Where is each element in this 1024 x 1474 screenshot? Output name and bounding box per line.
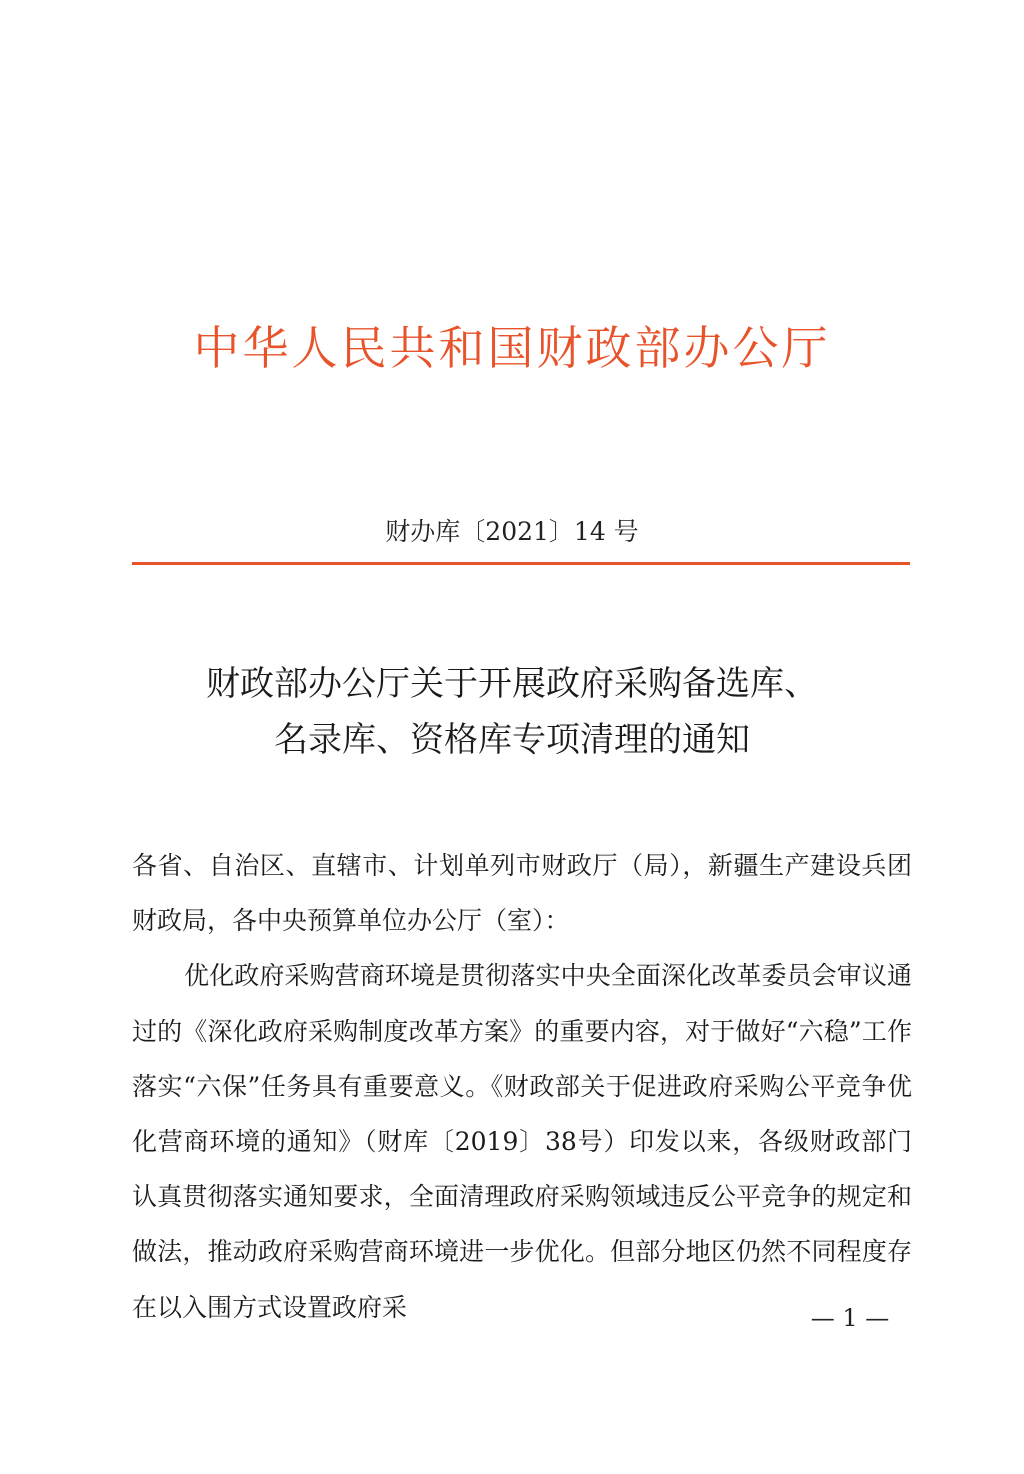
notice-title-line-2: 名录库、资格库专项清理的通知: [274, 720, 750, 760]
notice-title-line-1: 财政部办公厅关于开展政府采购备选库、: [206, 664, 818, 704]
red-separator-rule: [132, 562, 910, 565]
notice-title: [0, 656, 1024, 768]
document-number: 财办库〔2021〕14 号: [385, 517, 639, 546]
page-number: — 1 —: [810, 1304, 890, 1332]
body-paragraph-1: 优化政府采购营商环境是贯彻落实中央全面深化改革委员会审议通过的《深化政府采购制度改革方案》的重要内容，对于做好“六稳”工作落实“六保”任务具有重要意义。《财政部关于促进政府采购公平竞争优化营商环境的通知》（财库〔2019〕38号）印发以来，各级财政部门认真贯彻落实通知要求，全面清理政府采购领域违反公平竞争的规定和做法，推动政府采购营商环境进一步优化。但部分地区仍然不同程度存在以入围方式设置政府采: [132, 961, 912, 1322]
issuing-organization-header: 中华人民共和国财政部办公厅: [193, 321, 831, 375]
notice-body: [132, 838, 912, 1335]
salutation: 各省、自治区、直辖市、计划单列市财政厅（局），新疆生产建设兵团财政局，各中央预算单位办公厅（室）：: [132, 851, 912, 936]
